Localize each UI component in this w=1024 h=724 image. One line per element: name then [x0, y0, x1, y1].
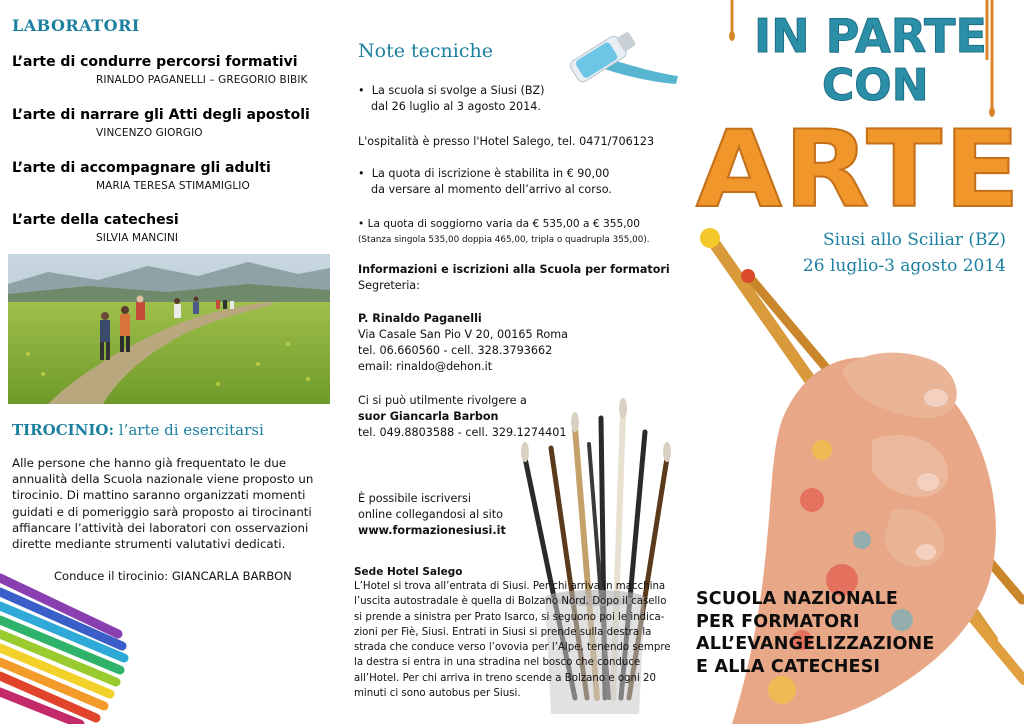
course-title-2: L’arte di narrare gli Atti degli apostoli [12, 107, 310, 123]
online-line2: online collegandosi al sito [358, 508, 503, 521]
sede-body [354, 579, 680, 701]
course-title-4: L’arte della catechesi [12, 212, 179, 228]
school-line: PER FORMATORI [696, 611, 860, 632]
bullet-dates-line2: dal 26 luglio al 3 agosto 2014. [371, 100, 541, 113]
tirocinio-line: Alle persone che hanno già frequentato le due [12, 456, 287, 470]
sede-line: L’Hotel si trova all’entrata di Siusi. Per chi arriva in macchina [354, 581, 666, 592]
bullet-icon: • [358, 84, 365, 97]
info-title: Informazioni e iscrizioni alla Scuola per formatori [358, 263, 670, 276]
bullet-fee [358, 166, 612, 198]
contact-name: P. Rinaldo Paganelli [358, 312, 482, 325]
tirocinio-heading-subtitle: l’arte di esercitarsi [118, 421, 264, 439]
course-people-3: MARIA TERESA STIMAMIGLIO [96, 180, 250, 192]
paint-tube-image [560, 22, 680, 94]
tirocinio-line: annualità della Scuola nazionale viene proposto un [12, 472, 314, 487]
location-text: Siusi allo Sciliar (BZ) [823, 230, 1006, 250]
note-tecniche-heading: Note tecniche [358, 40, 493, 62]
colored-pencils-image [0, 560, 140, 724]
online-block [358, 491, 506, 539]
bullet-stay-line1: La quota di soggiorno varia da € 535,00 a € 355,00 [367, 218, 641, 230]
laboratori-heading: LABORATORI [12, 16, 140, 35]
bullet-fee-line2: da versare al momento dell’arrivo al corso. [371, 183, 612, 196]
bullet-icon: • [358, 167, 365, 180]
course-title-1: L’arte di condurre percorsi formativi [12, 54, 298, 70]
tirocinio-line: dirette mediante strumenti valutativi dedicati. [12, 537, 286, 552]
sede-line: zioni per Fiè, Siusi. Entrati in Siusi si prende sulla destra la [354, 626, 652, 638]
school-title [696, 588, 935, 678]
title-line3: ARTE [696, 108, 1022, 231]
alt-contact-phone: tel. 049.8803588 - cell. 329.1274401 [358, 426, 567, 439]
sede-line: minuti ci sono autobus per Siusi. [354, 688, 521, 700]
school-line: E ALLA CATECHESI [696, 656, 881, 677]
right-panel [692, 0, 1024, 724]
sede-line: la destra si entra in una stradina nel bosco che conduce [354, 657, 641, 669]
hikers-photo [8, 254, 330, 404]
course-people-1: RINALDO PAGANELLI – GREGORIO BIBIK [96, 74, 308, 86]
course-people-2: VINCENZO GIORGIO [96, 127, 203, 139]
contact-email[interactable]: email: rinaldo@dehon.it [358, 360, 493, 373]
title-artwork [692, 0, 1024, 240]
course-people-4: SILVIA MANCINI [96, 232, 179, 244]
hospitality-text: L'ospitalità è presso l'Hotel Salego, tel. 0471/706123 [358, 135, 655, 148]
bullet-icon: • [358, 218, 365, 230]
sede-heading: Sede Hotel Salego [354, 566, 463, 578]
website-link[interactable]: www.formazionesiusi.it [358, 524, 506, 537]
school-line: ALL’EVANGELIZZAZIONE [696, 634, 935, 654]
tirocinio-body [12, 455, 322, 552]
info-block [358, 262, 670, 294]
dates-text: 26 luglio-3 agosto 2014 [802, 256, 1006, 276]
middle-panel [340, 0, 692, 724]
online-line1: È possibile iscriversi [358, 492, 471, 505]
alt-contact-intro: Ci si può utilmente rivolgere a [358, 394, 527, 407]
tirocinio-line: affiancare l’attività dei laboratori con osservazioni [12, 520, 309, 535]
tirocinio-coordinator: Conduce il tirocinio: GIANCARLA BARBON [54, 569, 292, 583]
sede-line: all’Hotel. Per chi arriva in treno scende a Bolzano e ogni 20 [354, 672, 657, 684]
course-title-3: L’arte di accompagnare gli adulti [12, 160, 271, 176]
tirocinio-line: tirocinio. Di mattino saranno organizzati momenti [12, 488, 306, 503]
bullet-dates-line1: La scuola si svolge a Siusi (BZ) [371, 84, 545, 97]
school-line: SCUOLA NAZIONALE [696, 589, 899, 609]
tirocinio-line: guidati e di pomeriggio sarà proposto ai tirocinanti [12, 504, 312, 519]
alt-contact-name: suor Giancarla Barbon [358, 410, 499, 423]
sede-line: si prende a sinistra per Prato Isarco, si seguono poi le indica- [354, 611, 665, 623]
stay-rates-note: (Stanza singola 535,00 doppia 465,00, tripla o quadrupla 355,00). [358, 235, 650, 245]
bullet-stay [358, 216, 640, 232]
contact-block [358, 311, 568, 375]
sede-line: l’uscita autostradale è quella di Bolzano Nord. Dopo il casello [354, 596, 667, 608]
title-line2: CON [822, 60, 929, 111]
tirocinio-heading [12, 421, 264, 439]
bullet-dates [358, 83, 545, 115]
tirocinio-heading-label: TIROCINIO: [12, 421, 114, 439]
bullet-fee-line1: La quota di iscrizione è stabilita in € 90,00 [371, 167, 610, 180]
left-panel [0, 0, 340, 724]
contact-phone: tel. 06.660560 - cell. 328.3793662 [358, 344, 553, 357]
segreteria-label: Segreteria: [358, 279, 420, 292]
title-line1: IN PARTE [754, 9, 987, 63]
sede-line: strada che conduce verso l’ovovia per l’Alpe, tenendo sempre [354, 642, 671, 654]
contact-address: Via Casale San Pio V 20, 00165 Roma [358, 328, 569, 341]
